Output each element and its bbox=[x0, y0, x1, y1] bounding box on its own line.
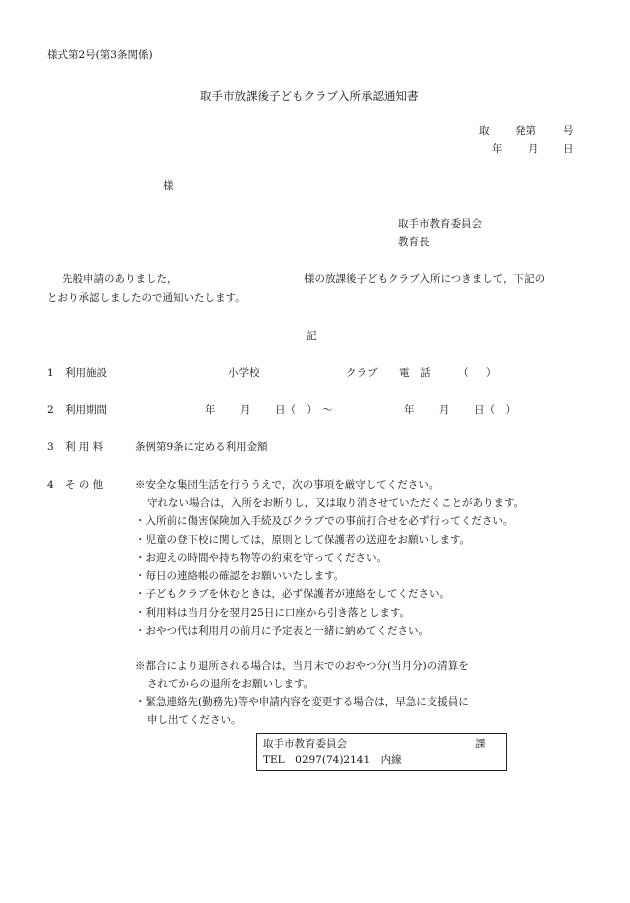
contact-box bbox=[256, 733, 507, 771]
note-line: ・緊急連絡先(勤務先)等や申請内容を変更する場合は，早急に支援員に bbox=[135, 696, 469, 708]
form-number: 様式第2号(第3条関係) bbox=[47, 49, 153, 61]
issuer-title: 教育長 bbox=[398, 236, 430, 248]
document-title: 取手市放課後子どもクラブ入所承認通知書 bbox=[200, 89, 419, 103]
note-line: ※都合により退所される場合は，当月末でのおやつ分(当月分)の清算を bbox=[135, 660, 469, 672]
rule-line: 守れない場合は，入所をお断りし，又は取り消させていただくことがあります。 bbox=[147, 497, 525, 509]
rule-line: ・お迎えの時間や持ち物等の約束を守ってください。 bbox=[135, 552, 387, 564]
period-end-month: 月 bbox=[439, 404, 450, 416]
rule-line: ・毎日の連絡帳の確認をお願いいたします。 bbox=[135, 570, 345, 582]
item4-label: そ の 他 bbox=[65, 479, 104, 491]
rule-line: ・子どもクラブを休むときは，必ず保護者が連絡をしてください。 bbox=[135, 588, 450, 600]
item3-label: 利 用 料 bbox=[65, 441, 104, 453]
date-year: 年 bbox=[492, 143, 503, 155]
period-end-year: 年 bbox=[404, 404, 415, 416]
intro-line2: とおり承認しましたので通知いたします。 bbox=[47, 292, 246, 304]
addressee-suffix: 様 bbox=[163, 180, 174, 192]
item2-label: 利用期間 bbox=[65, 404, 107, 416]
item3-number: 3 bbox=[47, 441, 54, 453]
item1-number: 1 bbox=[47, 367, 54, 379]
item1-paren-close: ） bbox=[486, 367, 497, 379]
ki-heading: 記 bbox=[306, 330, 317, 342]
doc-number-mid: 発第 bbox=[515, 125, 536, 137]
intro-part1: 先般申請のありました， bbox=[62, 273, 178, 285]
item2-number: 2 bbox=[47, 404, 54, 416]
note-line: 申し出てください。 bbox=[147, 714, 242, 726]
contact-section: 課 bbox=[475, 738, 486, 750]
item1-tel-label: 電 話 bbox=[399, 367, 431, 379]
issuer-org: 取手市教育委員会 bbox=[398, 218, 482, 230]
rule-line: ・入所前に傷害保険加入手続及びクラブでの事前打合せを必ず行ってください。 bbox=[135, 515, 514, 527]
doc-number-prefix: 取 bbox=[479, 125, 490, 137]
item1-school: 小学校 bbox=[228, 367, 260, 379]
period-start-day: 日（ ） bbox=[275, 404, 317, 416]
item1-club: クラブ bbox=[346, 367, 378, 379]
date-month: 月 bbox=[528, 143, 539, 155]
item4-number: 4 bbox=[47, 479, 54, 491]
rule-line: ・おやつ代は利用月の前月に予定表と一緒に納めてください。 bbox=[135, 625, 429, 637]
item1-label: 利用施設 bbox=[65, 367, 107, 379]
rule-line: ※安全な集団生活を行ううえで，次の事項を厳守してください。 bbox=[135, 479, 440, 491]
contact-tel: TEL 0297(74)2141 内線 bbox=[263, 754, 402, 766]
intro-part2: 様の放課後子どもクラブ入所につきまして，下記の bbox=[304, 273, 546, 285]
rule-line: ・児童の登下校に関しては，原則として保護者の送迎をお願いします。 bbox=[135, 534, 471, 546]
doc-number-suffix: 号 bbox=[563, 125, 574, 137]
item1-paren-open: （ bbox=[458, 367, 469, 379]
date-day: 日 bbox=[563, 143, 574, 155]
item3-text: 条例第9条に定める利用金額 bbox=[135, 441, 268, 453]
rule-line: ・利用料は当月分を翌月25日に口座から引き落とします。 bbox=[135, 607, 411, 619]
period-start-month: 月 bbox=[240, 404, 251, 416]
period-tilde: ～ bbox=[322, 404, 333, 416]
period-start-year: 年 bbox=[205, 404, 216, 416]
contact-org: 取手市教育委員会 bbox=[263, 738, 347, 750]
note-line: されてからの退所をお願いします。 bbox=[147, 678, 315, 690]
period-end-day: 日（ ） bbox=[474, 404, 516, 416]
